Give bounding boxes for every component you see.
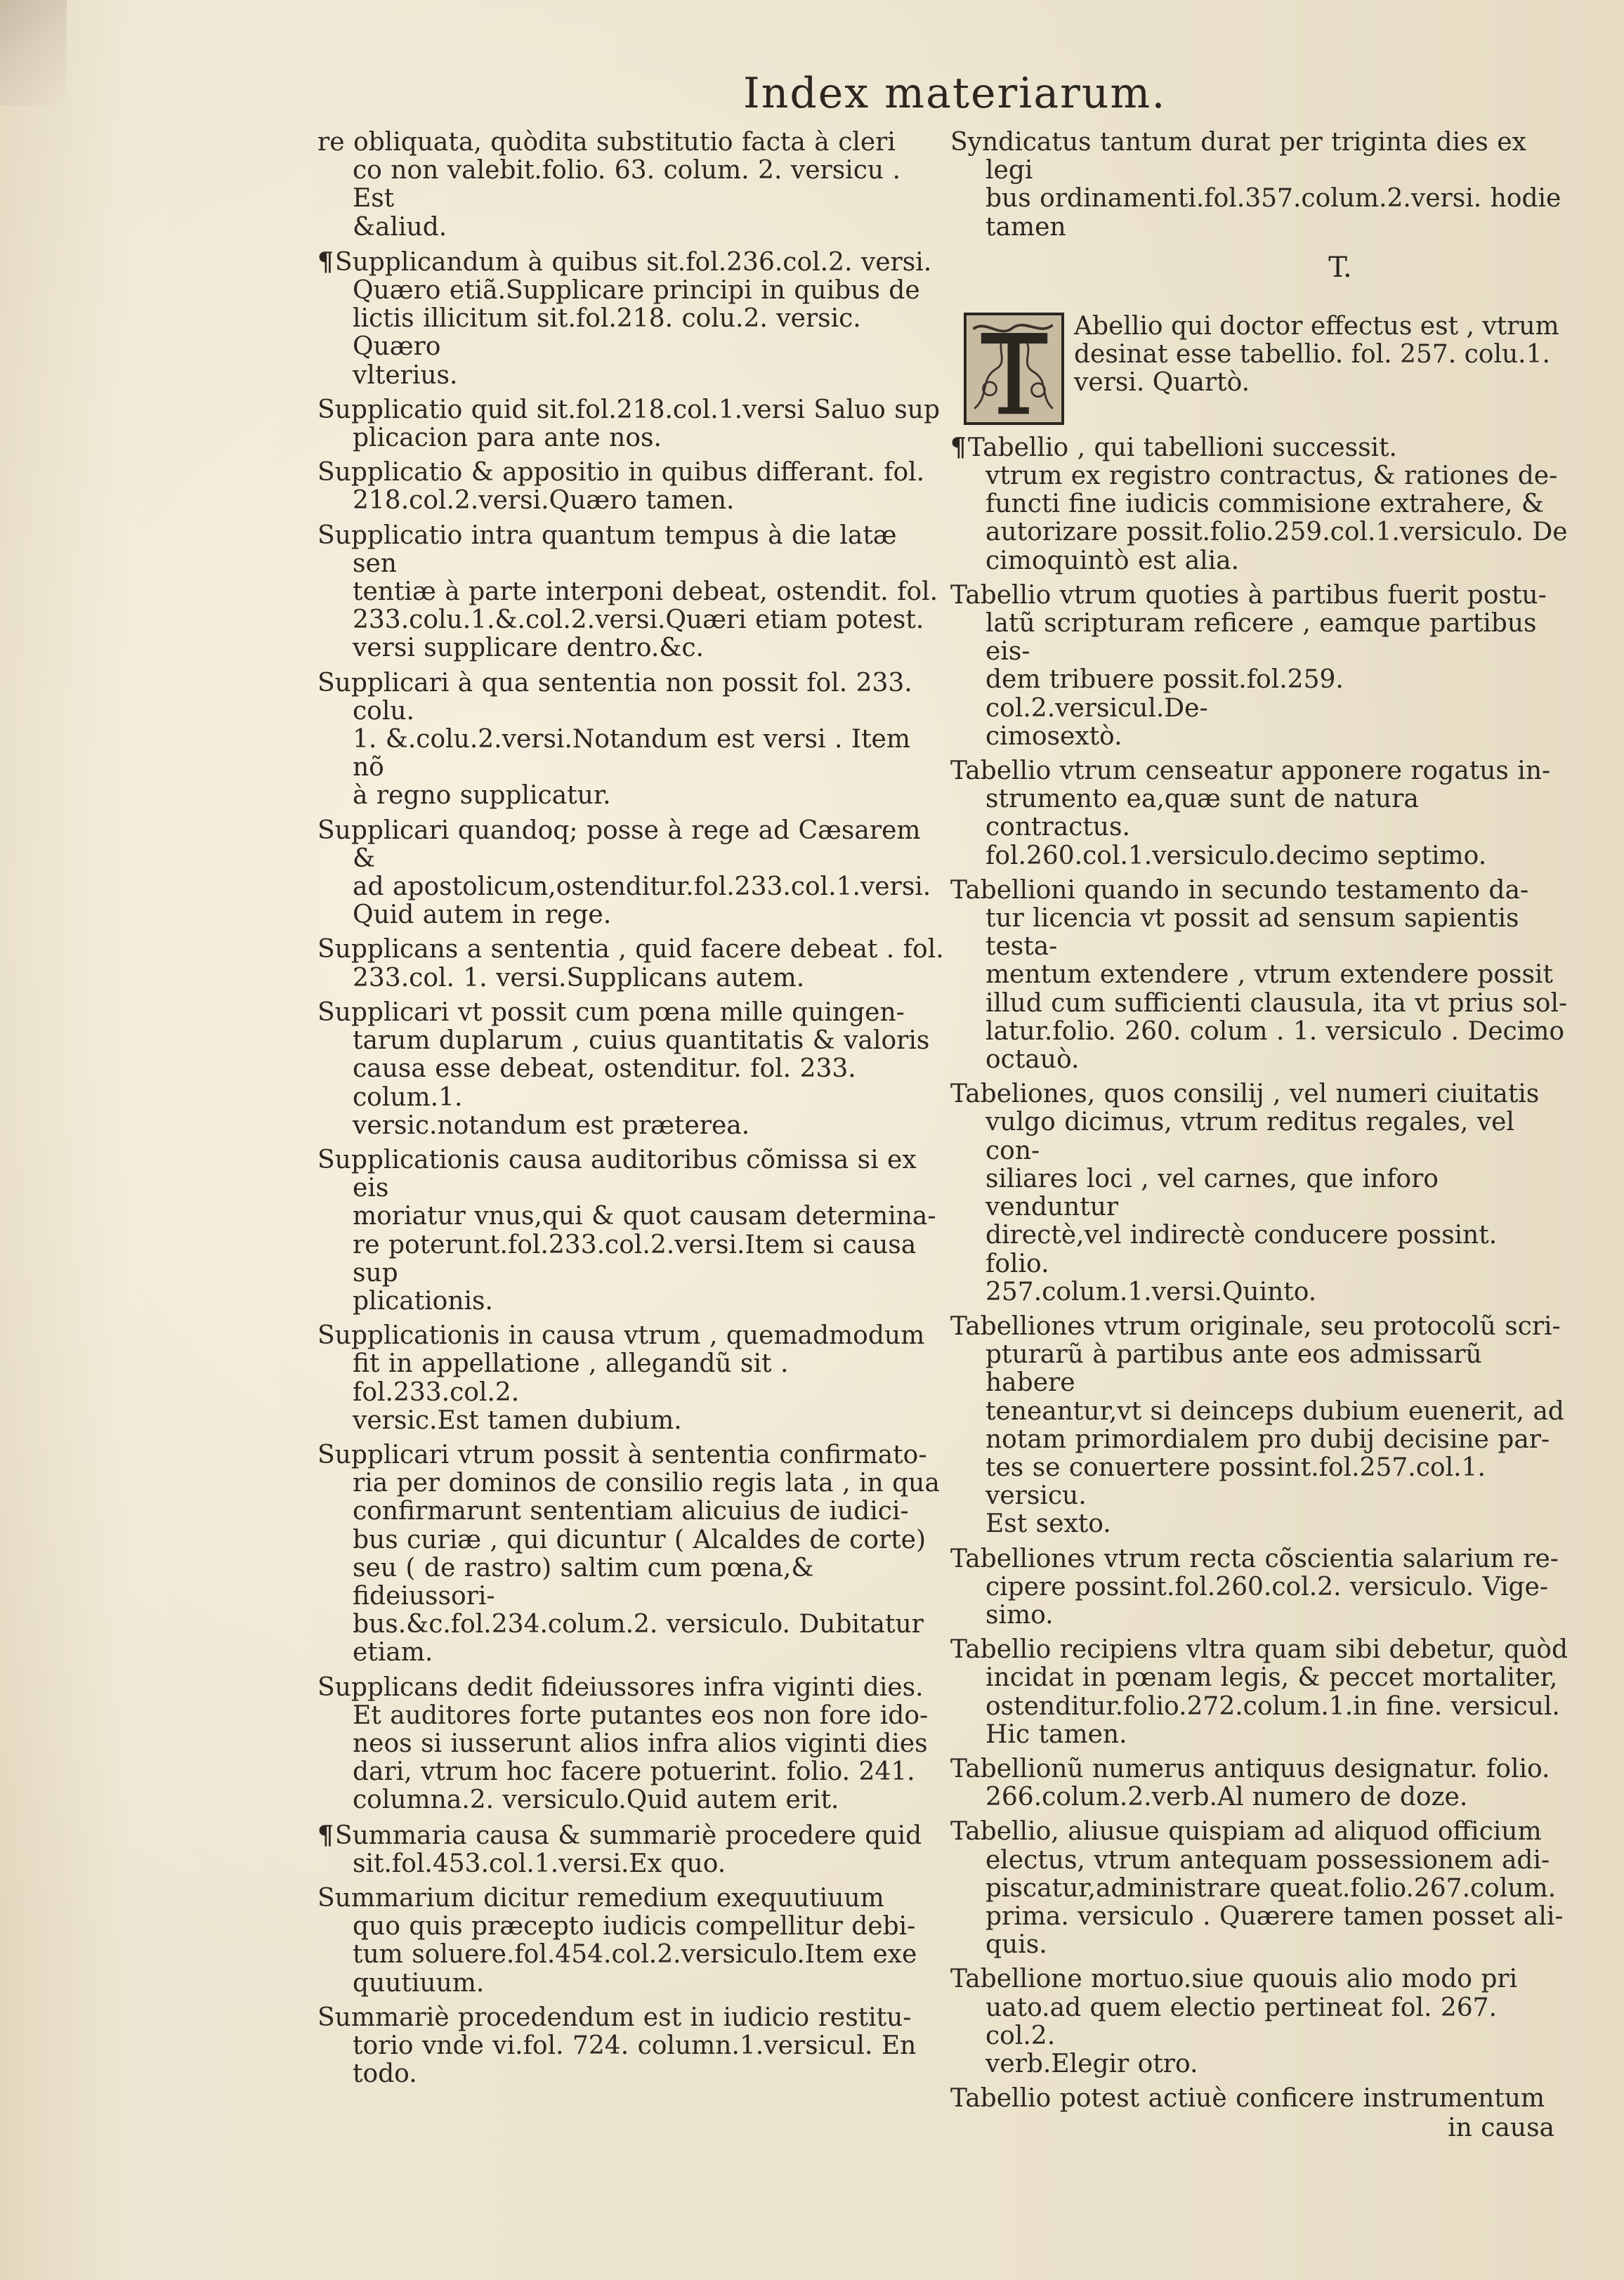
- index-entry: Tabellio recipiens vltra quam sibi debetur, quòd incidat in pœnam legis, & peccet mortaliter, ostenditur.folio.272.colum.1.in fine. versicul. Hic tamen.: [950, 1635, 1568, 1749]
- index-entry: Summariè procedendum est in iudicio restitu- torio vnde vi.fol. 724. column.1.versicul. En todo.: [317, 2003, 917, 2089]
- index-entry: ¶ Supplicandum à quibus sit.fol.236.col.2. versi. Quæro etiã.Supplicare principi in quibus de lictis illicitum sit.fol.218. colu.2. versic. Quæro vlterius.: [317, 248, 950, 390]
- index-entry: Supplicari à qua sententia non possit fol. 233. colu. 1. &.colu.2.versi.Notandum est versi . Item nõ à regno supplicatur.: [317, 668, 912, 811]
- index-entry: re obliquata, quòdita substitutio facta à cleri co non valebit.folio. 63. colum. 2. versicu . Est &aliud.: [317, 128, 901, 242]
- initial-entry-text: Abellio qui doctor effectus est , vtrum desinat esse tabellio. fol. 257. colu.1. versi. Quartò.: [1074, 311, 1559, 398]
- index-entry: Supplicatio & appositio in quibus differant. fol. 218.col.2.versi.Quæro tamen.: [317, 458, 925, 516]
- index-entry: Tabeliones, quos consilij , vel numeri ciuitatis vulgo dicimus, vtrum reditus regales, vel con- siliares loci , vel carnes, que inforo venduntur directè,vel indirectè conducere possint. folio. 257.colum.1.versi.Quinto.: [950, 1080, 1540, 1306]
- index-entry: Supplicans a sententia , quid facere debeat . fol. 233.col. 1. versi.Supplicans autem.: [317, 935, 944, 992]
- index-entry: ¶ Tabellio , qui tabellioni successit. vtrum ex registro contractus, & rationes de- functi fine iudicis commisione extrahere, & autorizare possit.folio.259.col.1.versiculo. De cimoquintò est alia.: [950, 433, 1569, 575]
- right-column: [950, 129, 1569, 2149]
- index-entry: Tabellio potest actiuè conficere instrumentum: [950, 2084, 1545, 2114]
- section-letter-t: T.: [1328, 251, 1352, 284]
- catchword: in causa: [1448, 2114, 1554, 2143]
- right-entries: [950, 433, 1569, 2114]
- index-entry: Tabellio vtrum quoties à partibus fuerit postu- latũ scripturam reficere , eamque partibus eis- dem tribuere possit.fol.259. col.2.versicul.De- cimosextò.: [950, 580, 1547, 751]
- left-column: [317, 129, 950, 2095]
- page-corner-damage: [0, 0, 67, 105]
- index-entry: Tabellio, aliusue quispiam ad aliquod officium electus, vtrum antequam possessionem adi- piscatur,administrare queat.folio.267.colum. prima. versiculo . Quærere tamen posset ali- quis.: [950, 1817, 1564, 1960]
- index-entry: Supplicatio intra quantum tempus à die latæ sen tentiæ à parte interponi debeat, ostendit. fol. 233.colu.1.&.col.2.versi.Quæri etiam potest. versi supplicare dentro.&c.: [317, 520, 938, 663]
- index-entry: Summarium dicitur remedium exequutiuum quo quis præcepto iudicis compellitur debi- tum soluere.fol.454.col.2.versiculo.Item exe quutiuum.: [317, 1883, 917, 1998]
- index-entry: Tabellionũ numerus antiquus designatur. folio. 266.colum.2.verb.Al numero de doze.: [950, 1754, 1550, 1812]
- index-entry: Supplicationis in causa vtrum , quemadmodum fit in appellatione , allegandũ sit . fol.233.col.2. versic.Est tamen dubium.: [317, 1321, 925, 1435]
- index-entry: Tabelliones vtrum originale, seu protocolũ scri- pturarũ à partibus ante eos admissarũ habere teneantur,vt si deinceps dubium euenerit, ad notam primordialem pro dubij decisine par- tes se conuertere possint.fol.257.col.1. versicu. Est sexto.: [950, 1311, 1564, 1539]
- index-entry: Tabellio vtrum censeatur apponere rogatus in- strumento ea,quæ sunt de natura contractus. fol.260.col.1.versiculo.decimo septimo.: [950, 756, 1551, 870]
- initial-entry-block: [950, 313, 1569, 433]
- index-entry: Supplicari quandoq; posse à rege ad Cæsarem & ad apostolicum,ostenditur.fol.233.col.1.versi. Quid autem in rege.: [317, 815, 931, 930]
- decorated-initial-t-icon: [964, 313, 1064, 425]
- index-entry: Supplicans dedit fideiussores infra viginti dies. Et auditores forte putantes eos non fore ido- neos si iusserunt alios infra alios viginti dies dari, vtrum hoc facere potuerint. folio. 241. columna.2. versiculo.Quid autem erit.: [317, 1672, 929, 1815]
- index-entry: Supplicari vtrum possit à sententia confirmato- ria per dominos de consilio regis lata , in qua confirmarunt sententiam alicuius de iudici- bus curiæ , qui dicuntur ( Alcaldes de corte) seu ( de rastro) saltim cum pœna,& fideiussori- bus.&c.fol.234.colum.2. versiculo. Dubitatur etiam.: [317, 1440, 940, 1668]
- index-entry: Tabellione mortuo.siue quouis alio modo pri uato.ad quem electio pertineat fol. 267. col.2. verb.Elegir otro.: [950, 1965, 1518, 2078]
- index-entry-syndicatus: Syndicatus tantum durat per triginta dies ex legi bus ordinamenti.fol.357.colum.2.versi. hodie tamen: [950, 128, 1561, 242]
- index-entry: Supplicationis causa auditoribus cõmissa si ex eis moriatur vnus,qui & quot causam determina- re poterunt.fol.233.col.2.versi.Item si causa sup plicationis.: [317, 1145, 936, 1316]
- index-entry: Supplicari vt possit cum pœna mille quingen- tarum duplarum , cuius quantitatis & valoris causa esse debeat, ostenditur. fol. 233. colum.1. versic.notandum est præterea.: [317, 997, 930, 1140]
- index-entry: ¶ Summaria causa & summariè procedere quid sit.fol.453.col.1.versi.Ex quo.: [317, 1821, 950, 1878]
- index-entry: Tabellioni quando in secundo testamento da- tur licencia vt possit ad sensum sapientis testa- mentum extendere , vtrum extendere possit illud cum sufficienti clausula, ita vt prius sol- latur.folio. 260. colum . 1. versiculo . Decimo octauò.: [950, 875, 1568, 1075]
- index-entry: Tabelliones vtrum recta cõscientia salarium re- cipere possint.fol.260.col.2. versiculo. Vige- simo.: [950, 1544, 1559, 1630]
- index-entry: Supplicatio quid sit.fol.218.col.1.versi Saluo sup plicacion para ante nos.: [317, 395, 940, 453]
- page-header-title: Index materiarum.: [743, 69, 1167, 118]
